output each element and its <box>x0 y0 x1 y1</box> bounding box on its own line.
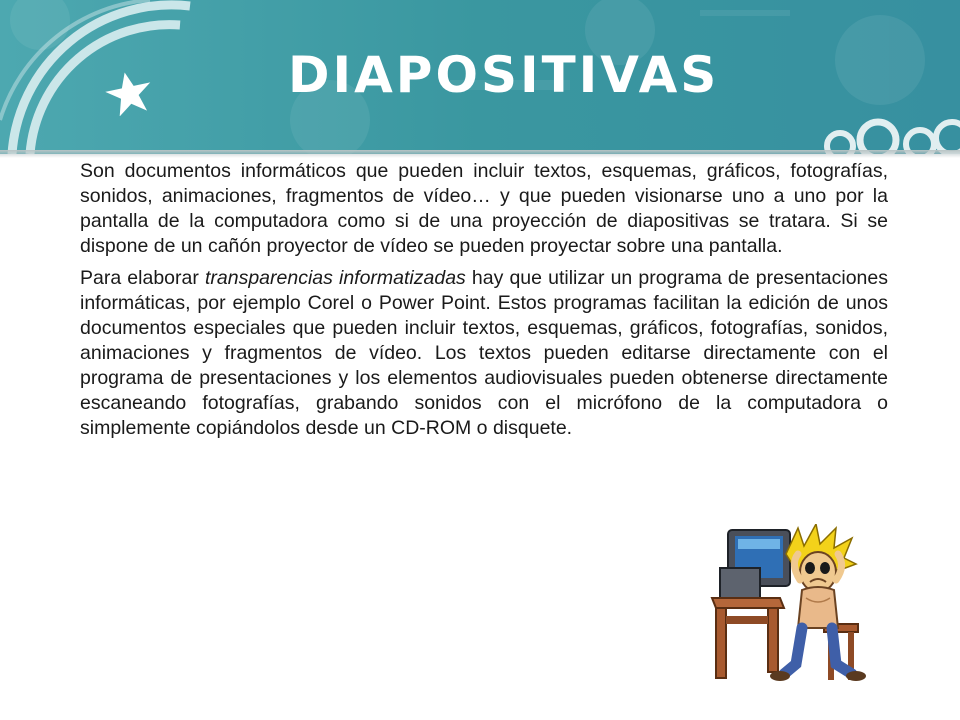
paragraph-2-prefix: Para elaborar <box>80 267 205 289</box>
body-content <box>80 159 888 448</box>
slide-title: DIAPOSITIVAS <box>288 46 720 104</box>
decorative-bubbles <box>820 100 960 154</box>
title-banner <box>0 0 960 154</box>
paragraph-2-suffix: hay que utilizar un programa de presentaciones informáticas, por ejemplo Corel o Power Point. Estos programas facilitan la edición de unos documentos especiales que pueden incluir textos, esquemas, gráficos, fotografías, sonidos, animaciones y fragmentos de vídeo. Los textos pueden editarse directamente con el programa de presentaciones y los elementos audiovisuales pueden obtenerse directamente escaneando fotografías, grabando sonidos con el micrófono de la computadora o simplemente copiándolos desde un CD-ROM o disquete. <box>80 267 888 439</box>
paragraph-1: Son documentos informáticos que pueden incluir textos, esquemas, gráficos, fotografías, sonidos, animaciones, fragmentos de vídeo… y que pueden visionarse uno a uno por la pantalla de la computadora como si de una proyección de diapositivas se tratara. Si se dispone de un cañón proyector de vídeo se pueden proyectar sobre una pantalla. <box>80 160 888 257</box>
decorative-rings <box>0 0 200 154</box>
person-at-computer-clipart <box>706 524 870 684</box>
banner-shadow <box>0 150 960 158</box>
paragraph-2-emphasis: transparencias informatizadas <box>204 267 466 289</box>
paragraph-2 <box>80 266 888 441</box>
star-icon <box>104 70 154 116</box>
